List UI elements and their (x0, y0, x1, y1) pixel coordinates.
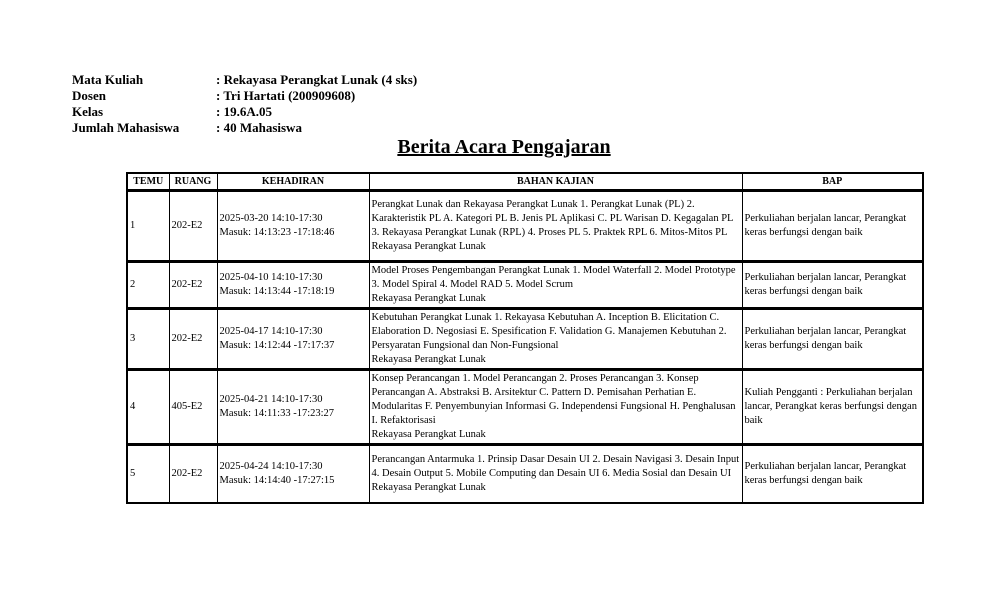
cell-temu: 4 (127, 370, 169, 445)
table-row (127, 262, 923, 309)
cell-ruang: 202-E2 (169, 445, 217, 503)
kajian-text: Kebutuhan Perangkat Lunak 1. Rekayasa Kebutuhan A. Inception B. Elicitation C. Elaboration D. Negosiasi E. Spesification F. Validation G. Manajemen Kebutuhan 2. Persyaratan Fungsional dan Non-Fungsional (371, 312, 727, 351)
info-value: : 40 Mahasiswa (216, 120, 302, 135)
cell-bahan-kajian (369, 445, 742, 503)
cell-bahan-kajian (369, 191, 742, 262)
info-label: Kelas (72, 104, 104, 119)
cell-temu: 5 (127, 445, 169, 503)
kehadiran-masuk: Masuk: 14:14:40 -17:27:15 (219, 474, 335, 486)
header-bap: BAP (742, 173, 923, 191)
cell-ruang: 202-E2 (169, 309, 217, 370)
header-bahan-kajian: BAHAN KAJIAN (369, 173, 742, 191)
kajian-text: Perancangan Antarmuka 1. Prinsip Dasar Desain UI 2. Desain Navigasi 3. Desain Input 4. Desain Output 5. Mobile Computing dan Desain UI 6. Media Sosial dan Desain UI (371, 453, 740, 479)
table-row (127, 309, 923, 370)
cell-bap: Perkuliahan berjalan lancar, Perangkat keras berfungsi dengan baik (742, 191, 923, 262)
cell-kehadiran (217, 191, 369, 262)
cell-ruang: 202-E2 (169, 191, 217, 262)
cell-bap: Perkuliahan berjalan lancar, Perangkat keras berfungsi dengan baik (742, 262, 923, 309)
cell-ruang: 405-E2 (169, 370, 217, 445)
table-row (127, 445, 923, 503)
cell-temu: 1 (127, 191, 169, 262)
page-title: Berita Acara Pengajaran (397, 136, 611, 158)
kajian-text: Model Proses Pengembangan Perangkat Lunak 1. Model Waterfall 2. Model Prototype 3. Model Spiral 4. Model RAD 5. Model Scrum (371, 265, 736, 290)
cell-bap: Kuliah Pengganti : Perkuliahan berjalan lancar, Perangkat keras berfungsi dengan baik (742, 370, 923, 445)
cell-kehadiran (217, 445, 369, 503)
kajian-matkul: Rekayasa Perangkat Lunak (371, 354, 486, 365)
info-label: Jumlah Mahasiswa (72, 120, 180, 135)
kehadiran-jadwal: 2025-04-10 14:10-17:30 (219, 272, 323, 283)
kehadiran-jadwal: 2025-03-20 14:10-17:30 (219, 213, 323, 224)
kajian-matkul: Rekayasa Perangkat Lunak (371, 241, 486, 252)
kajian-matkul: Rekayasa Perangkat Lunak (371, 481, 486, 493)
course-info (72, 72, 417, 136)
cell-bahan-kajian (369, 309, 742, 370)
cell-bap: Perkuliahan berjalan lancar, Perangkat keras berfungsi dengan baik (742, 445, 923, 503)
table-row (127, 191, 923, 262)
cell-bap: Perkuliahan berjalan lancar, Perangkat keras berfungsi dengan baik (742, 309, 923, 370)
kehadiran-masuk: Masuk: 14:13:44 -17:18:19 (219, 286, 335, 297)
kehadiran-masuk: Masuk: 14:13:23 -17:18:46 (219, 227, 335, 238)
info-value: : Tri Hartati (200909608) (216, 88, 356, 103)
kajian-matkul: Rekayasa Perangkat Lunak (371, 293, 486, 304)
header-temu: TEMU (127, 173, 169, 191)
info-row-mata-kuliah (72, 72, 417, 88)
info-value: : Rekayasa Perangkat Lunak (4 sks) (216, 72, 418, 87)
kehadiran-jadwal: 2025-04-21 14:10-17:30 (219, 394, 323, 405)
info-row-dosen (72, 88, 417, 104)
info-row-jumlah-mahasiswa (72, 120, 417, 136)
teaching-record-table (126, 172, 924, 504)
kehadiran-jadwal: 2025-04-24 14:10-17:30 (219, 460, 323, 472)
cell-temu: 2 (127, 262, 169, 309)
kajian-text: Konsep Perancangan 1. Model Perancangan 2. Proses Perancangan 3. Konsep Perancangan A. Abstraksi B. Arsitektur C. Pattern D. Pemisahan Perhatian E. Modularitas F. Penyembunyian Informasi G. Independensi Fungsional H. Penghalusan I. Refaktorisasi (371, 373, 736, 426)
kajian-text: Perangkat Lunak dan Rekayasa Perangkat Lunak 1. Perangkat Lunak (PL) 2. Karakteristik PL A. Kategori PL B. Jenis PL Aplikasi C. PL Warisan D. Kegagalan PL 3. Rekayasa Perangkat Lunak (RPL) 4. Proses PL 5. Praktek RPL 6. Mitos-Mitos PL (371, 199, 734, 238)
kehadiran-jadwal: 2025-04-17 14:10-17:30 (219, 326, 323, 337)
table-header-row (127, 173, 923, 191)
info-label: Dosen (72, 88, 106, 103)
kajian-matkul: Rekayasa Perangkat Lunak (371, 429, 486, 440)
cell-kehadiran (217, 370, 369, 445)
info-label: Mata Kuliah (72, 72, 144, 87)
info-value: : 19.6A.05 (216, 104, 272, 119)
header-ruang: RUANG (169, 173, 217, 191)
info-row-kelas (72, 104, 417, 120)
kehadiran-masuk: Masuk: 14:12:44 -17:17:37 (219, 340, 335, 351)
cell-bahan-kajian (369, 262, 742, 309)
table-row (127, 370, 923, 445)
cell-bahan-kajian (369, 370, 742, 445)
cell-kehadiran (217, 309, 369, 370)
cell-kehadiran (217, 262, 369, 309)
cell-temu: 3 (127, 309, 169, 370)
cell-ruang: 202-E2 (169, 262, 217, 309)
header-kehadiran: KEHADIRAN (217, 173, 369, 191)
kehadiran-masuk: Masuk: 14:11:33 -17:23:27 (219, 408, 335, 419)
